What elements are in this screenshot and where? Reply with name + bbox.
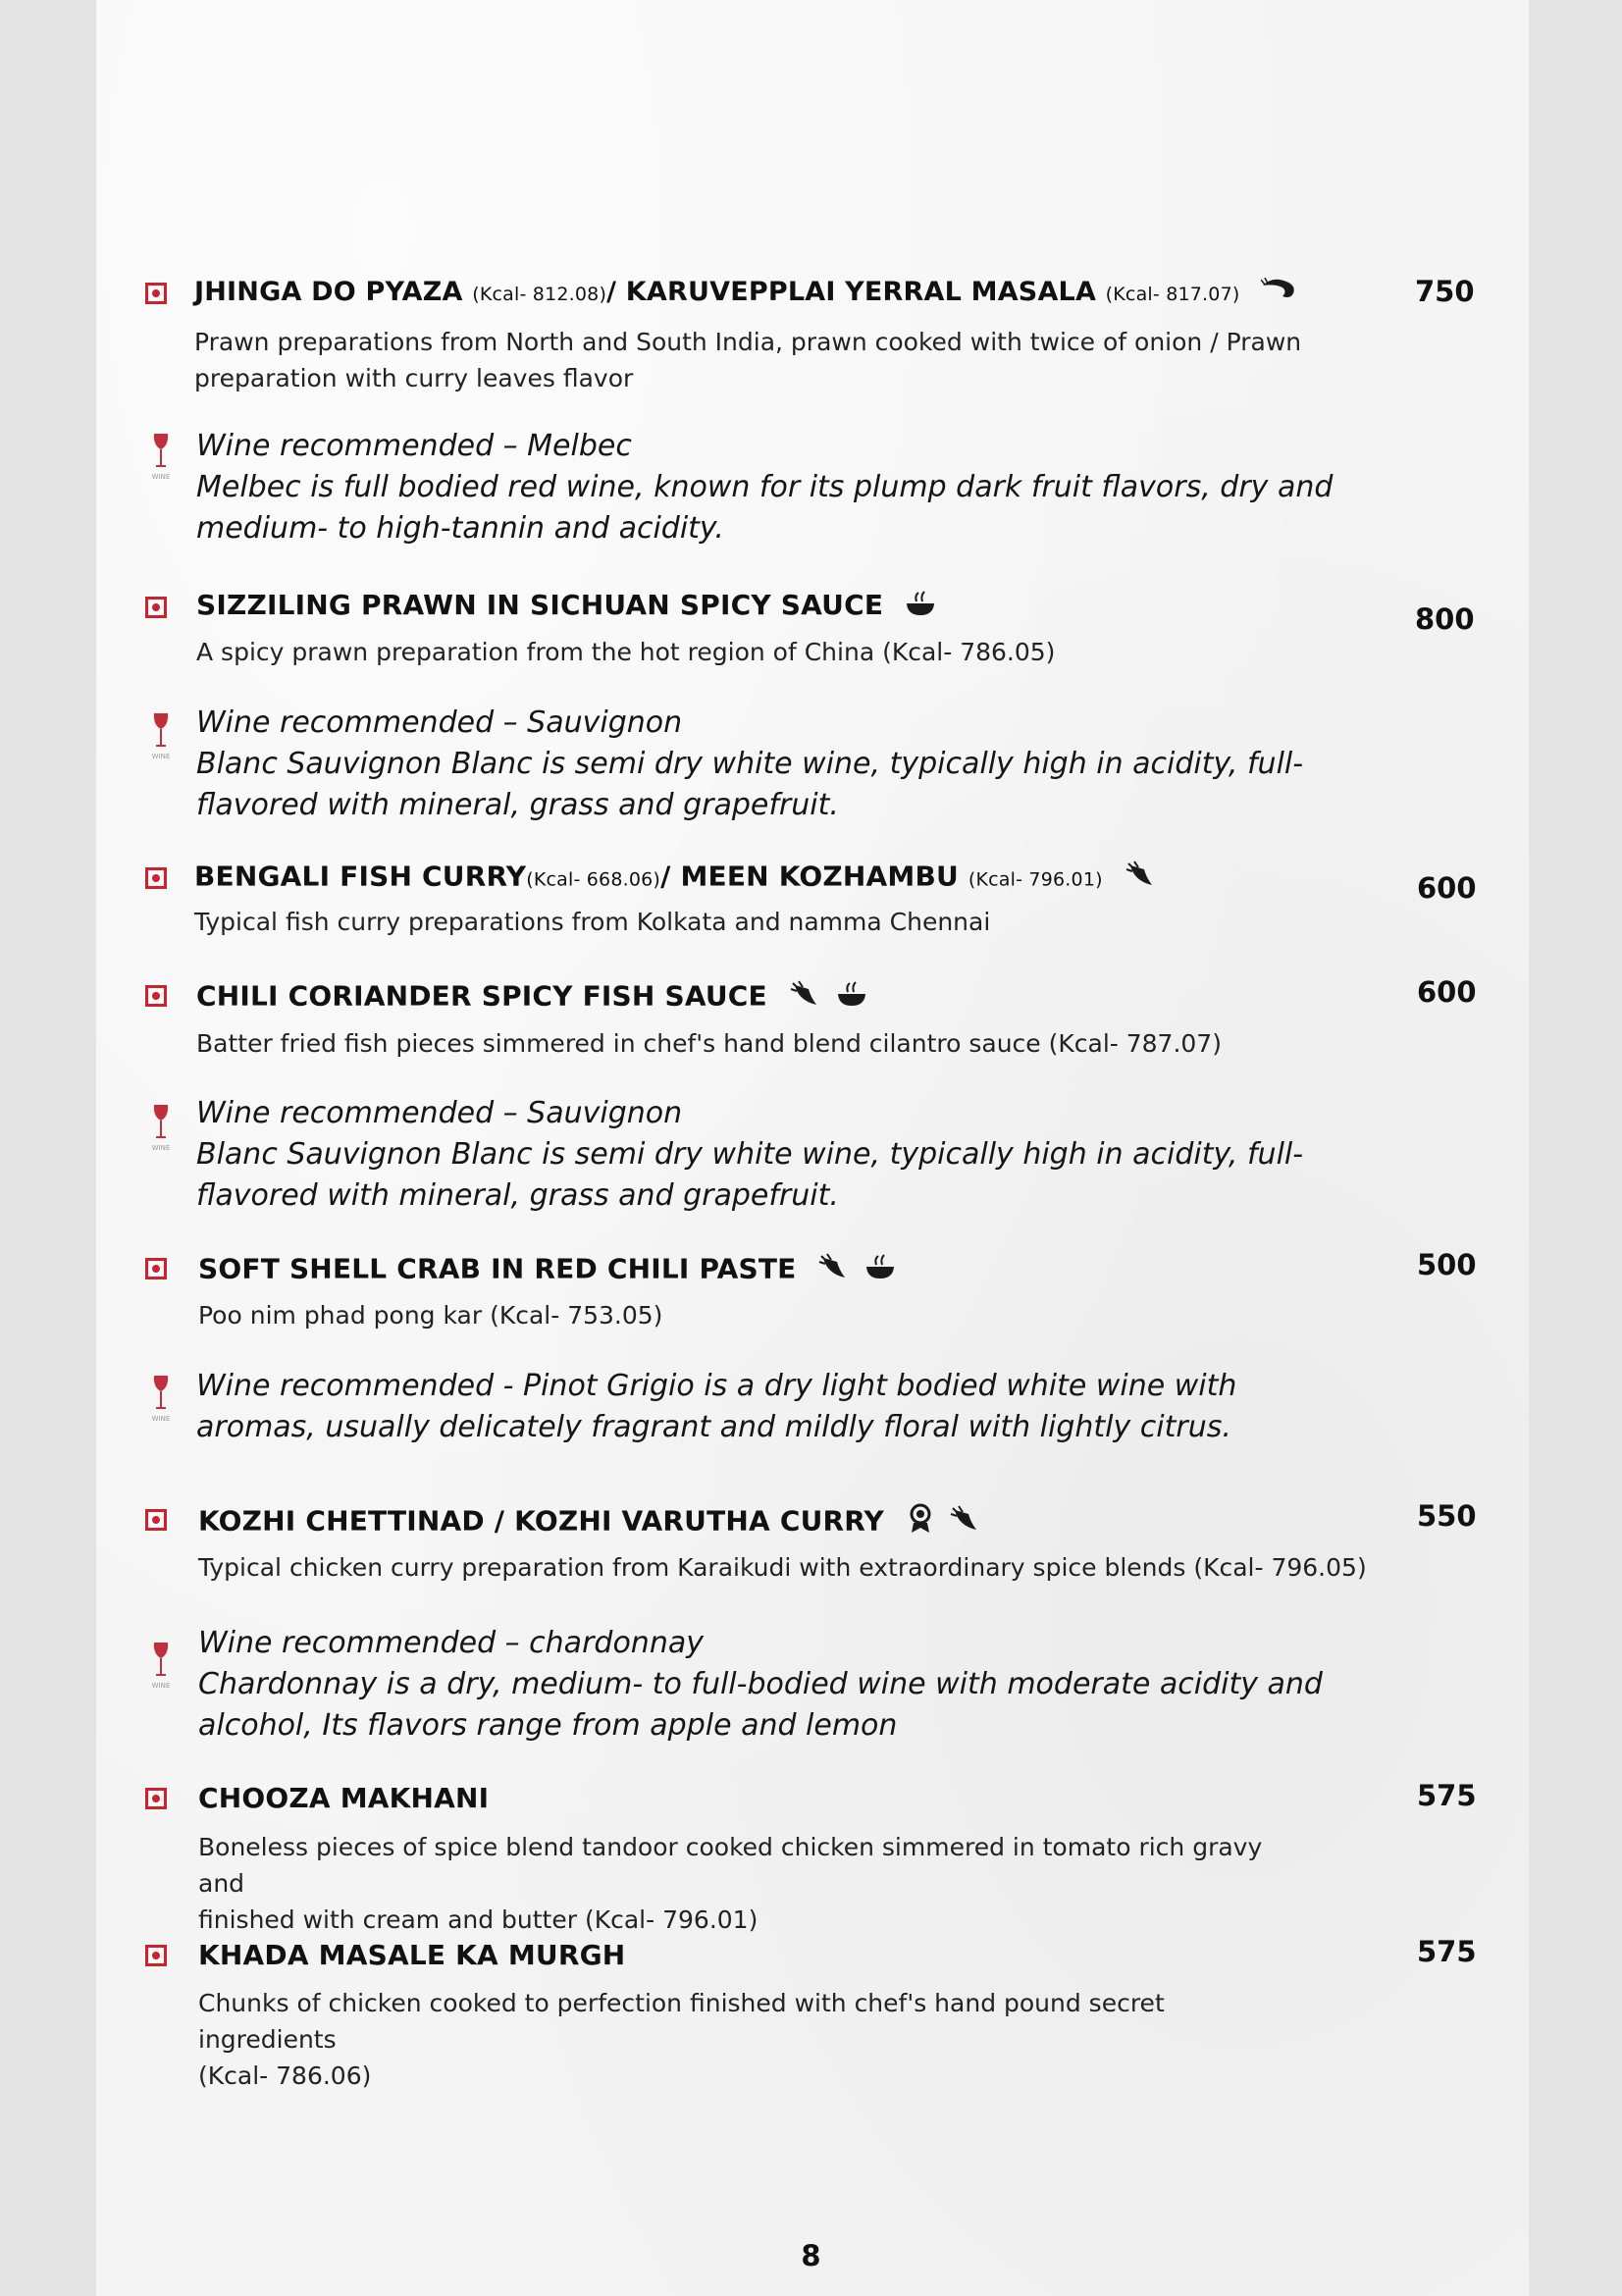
chili-icon xyxy=(949,1504,982,1540)
bowl-icon xyxy=(864,1253,896,1287)
svg-text:WINE: WINE xyxy=(151,1682,171,1690)
dish-name: MEEN KOZHAMBU xyxy=(680,860,959,893)
menu-item-title xyxy=(198,1503,982,1541)
dish-price: 600 xyxy=(1417,975,1477,1009)
wine-glass-icon xyxy=(147,432,175,487)
dish-name: CHOOZA MAKHANI xyxy=(198,1782,490,1814)
menu-item-title xyxy=(198,1939,625,1971)
description-line: Typical chicken curry preparation from Karaikudi with extraordinary spice blends (Kcal- 796.05) xyxy=(198,1553,1367,1582)
dish-description xyxy=(198,1297,1307,1333)
chili-icon xyxy=(817,1252,851,1288)
wine-line: Wine recommended – chardonnay xyxy=(198,1626,704,1660)
dish-name: BENGALI FISH CURRY xyxy=(194,860,527,893)
food-type-marker xyxy=(145,1509,167,1531)
wine-recommendation xyxy=(196,703,1393,826)
dish-name: SOFT SHELL CRAB IN RED CHILI PASTE xyxy=(198,1252,797,1285)
dish-price: 600 xyxy=(1417,871,1477,905)
dish-name: KHADA MASALE KA MURGH xyxy=(198,1939,626,1971)
wine-line: flavored with mineral, grass and grapefruit. xyxy=(196,1178,839,1213)
bowl-icon xyxy=(905,590,936,624)
dish-description xyxy=(194,904,1303,940)
prawn-icon xyxy=(1261,278,1298,308)
menu-item-title xyxy=(194,860,1158,896)
description-line: Boneless pieces of spice blend tandoor cooked chicken simmered in tomato rich gravy and xyxy=(198,1833,1263,1898)
description-line: preparation with curry leaves flavor xyxy=(194,364,634,392)
wine-line: Wine recommended – Sauvignon xyxy=(196,705,683,740)
wine-line: medium- to high-tannin and acidity. xyxy=(196,511,724,546)
chef-icon xyxy=(906,1503,935,1541)
dish-name: JHINGA DO PYAZA xyxy=(194,277,463,307)
menu-item-title xyxy=(198,1782,489,1814)
wine-glass-icon xyxy=(147,1374,175,1429)
dish-price: 800 xyxy=(1415,602,1475,636)
dish-kcal: (Kcal- 812.08) xyxy=(472,284,607,305)
description-line: (Kcal- 786.06) xyxy=(198,2061,372,2090)
wine-line: flavored with mineral, grass and grapefruit. xyxy=(196,788,839,822)
dish-price: 500 xyxy=(1417,1248,1477,1281)
wine-line: Wine recommended – Sauvignon xyxy=(196,1096,683,1130)
description-line: A spicy prawn preparation from the hot region of China (Kcal- 786.05) xyxy=(196,638,1056,666)
food-type-marker xyxy=(145,283,167,304)
dish-price: 575 xyxy=(1417,1779,1477,1812)
dish-name: KOZHI CHETTINAD / KOZHI VARUTHA CURRY xyxy=(198,1504,884,1538)
dish-kcal: (Kcal- 817.07) xyxy=(1105,284,1240,305)
dish-description xyxy=(198,1549,1415,1586)
wine-glass-icon xyxy=(147,1103,175,1158)
wine-line: Blanc Sauvignon Blanc is semi dry white wine, typically high in acidity, full- xyxy=(196,747,1304,781)
description-line: Typical fish curry preparations from Kolkata and namma Chennai xyxy=(194,908,991,936)
svg-text:WINE: WINE xyxy=(151,1415,171,1423)
food-type-marker xyxy=(145,597,167,618)
wine-line: Chardonnay is a dry, medium- to full-bodied wine with moderate acidity and xyxy=(198,1667,1323,1701)
dish-kcal: (Kcal- 796.01) xyxy=(968,868,1103,891)
wine-glass-icon xyxy=(147,1641,175,1696)
svg-text:WINE: WINE xyxy=(151,753,171,760)
description-line: Prawn preparations from North and South India, prawn cooked with twice of onion / Prawn xyxy=(194,328,1302,356)
wine-line: Blanc Sauvignon Blanc is semi dry white wine, typically high in acidity, full- xyxy=(196,1137,1304,1172)
svg-text:WINE: WINE xyxy=(151,473,171,481)
description-line: Chunks of chicken cooked to perfection finished with chef's hand pound secret ingredients xyxy=(198,1989,1165,2054)
page-number: 8 xyxy=(801,2239,821,2272)
wine-recommendation xyxy=(198,1623,1395,1747)
chili-icon xyxy=(789,979,822,1016)
menu-item-title xyxy=(196,979,867,1016)
chili-icon xyxy=(1125,860,1158,896)
description-line: Batter fried fish pieces simmered in chef's hand blend cilantro sauce (Kcal- 787.07) xyxy=(196,1029,1222,1058)
menu-item-title xyxy=(196,589,936,624)
svg-text:WINE: WINE xyxy=(151,1144,171,1152)
wine-recommendation xyxy=(196,1093,1393,1217)
description-line: finished with cream and butter (Kcal- 796.01) xyxy=(198,1905,759,1934)
wine-line: Melbec is full bodied red wine, known for its plump dark fruit flavors, dry and xyxy=(196,470,1334,504)
wine-recommendation xyxy=(196,426,1393,549)
dish-description xyxy=(198,1829,1307,1938)
dish-name: CHILI CORIANDER SPICY FISH SAUCE xyxy=(196,979,767,1013)
wine-line: aromas, usually delicately fragrant and mildly floral with lightly citrus. xyxy=(196,1410,1231,1444)
wine-line: Wine recommended – Melbec xyxy=(196,429,632,463)
food-type-marker xyxy=(145,1788,167,1809)
dish-description xyxy=(194,324,1303,396)
wine-line: Wine recommended - Pinot Grigio is a dry light bodied white wine with xyxy=(196,1369,1237,1403)
bowl-icon xyxy=(836,980,867,1015)
food-type-marker xyxy=(145,985,167,1007)
wine-line: alcohol, Its flavors range from apple and lemon xyxy=(198,1708,898,1743)
dish-price: 575 xyxy=(1417,1935,1477,1968)
dish-description xyxy=(196,634,1305,670)
title-separator: / xyxy=(660,860,681,893)
menu-item-title xyxy=(198,1252,896,1288)
dish-description xyxy=(198,1985,1307,2094)
dish-kcal: (Kcal- 668.06) xyxy=(526,868,661,891)
dish-price: 550 xyxy=(1417,1499,1477,1533)
description-line: Poo nim phad pong kar (Kcal- 753.05) xyxy=(198,1301,663,1330)
wine-recommendation xyxy=(196,1366,1393,1448)
menu-item-title xyxy=(194,277,1298,308)
food-type-marker xyxy=(145,1258,167,1279)
dish-price: 750 xyxy=(1415,275,1475,308)
title-separator: / xyxy=(606,277,626,307)
food-type-marker xyxy=(145,1945,167,1966)
dish-name: KARUVEPPLAI YERRAL MASALA xyxy=(625,277,1097,307)
wine-glass-icon xyxy=(147,711,175,766)
food-type-marker xyxy=(145,867,167,889)
dish-name: SIZZILING PRAWN IN SICHUAN SPICY SAUCE xyxy=(196,589,884,621)
dish-description xyxy=(196,1025,1305,1062)
